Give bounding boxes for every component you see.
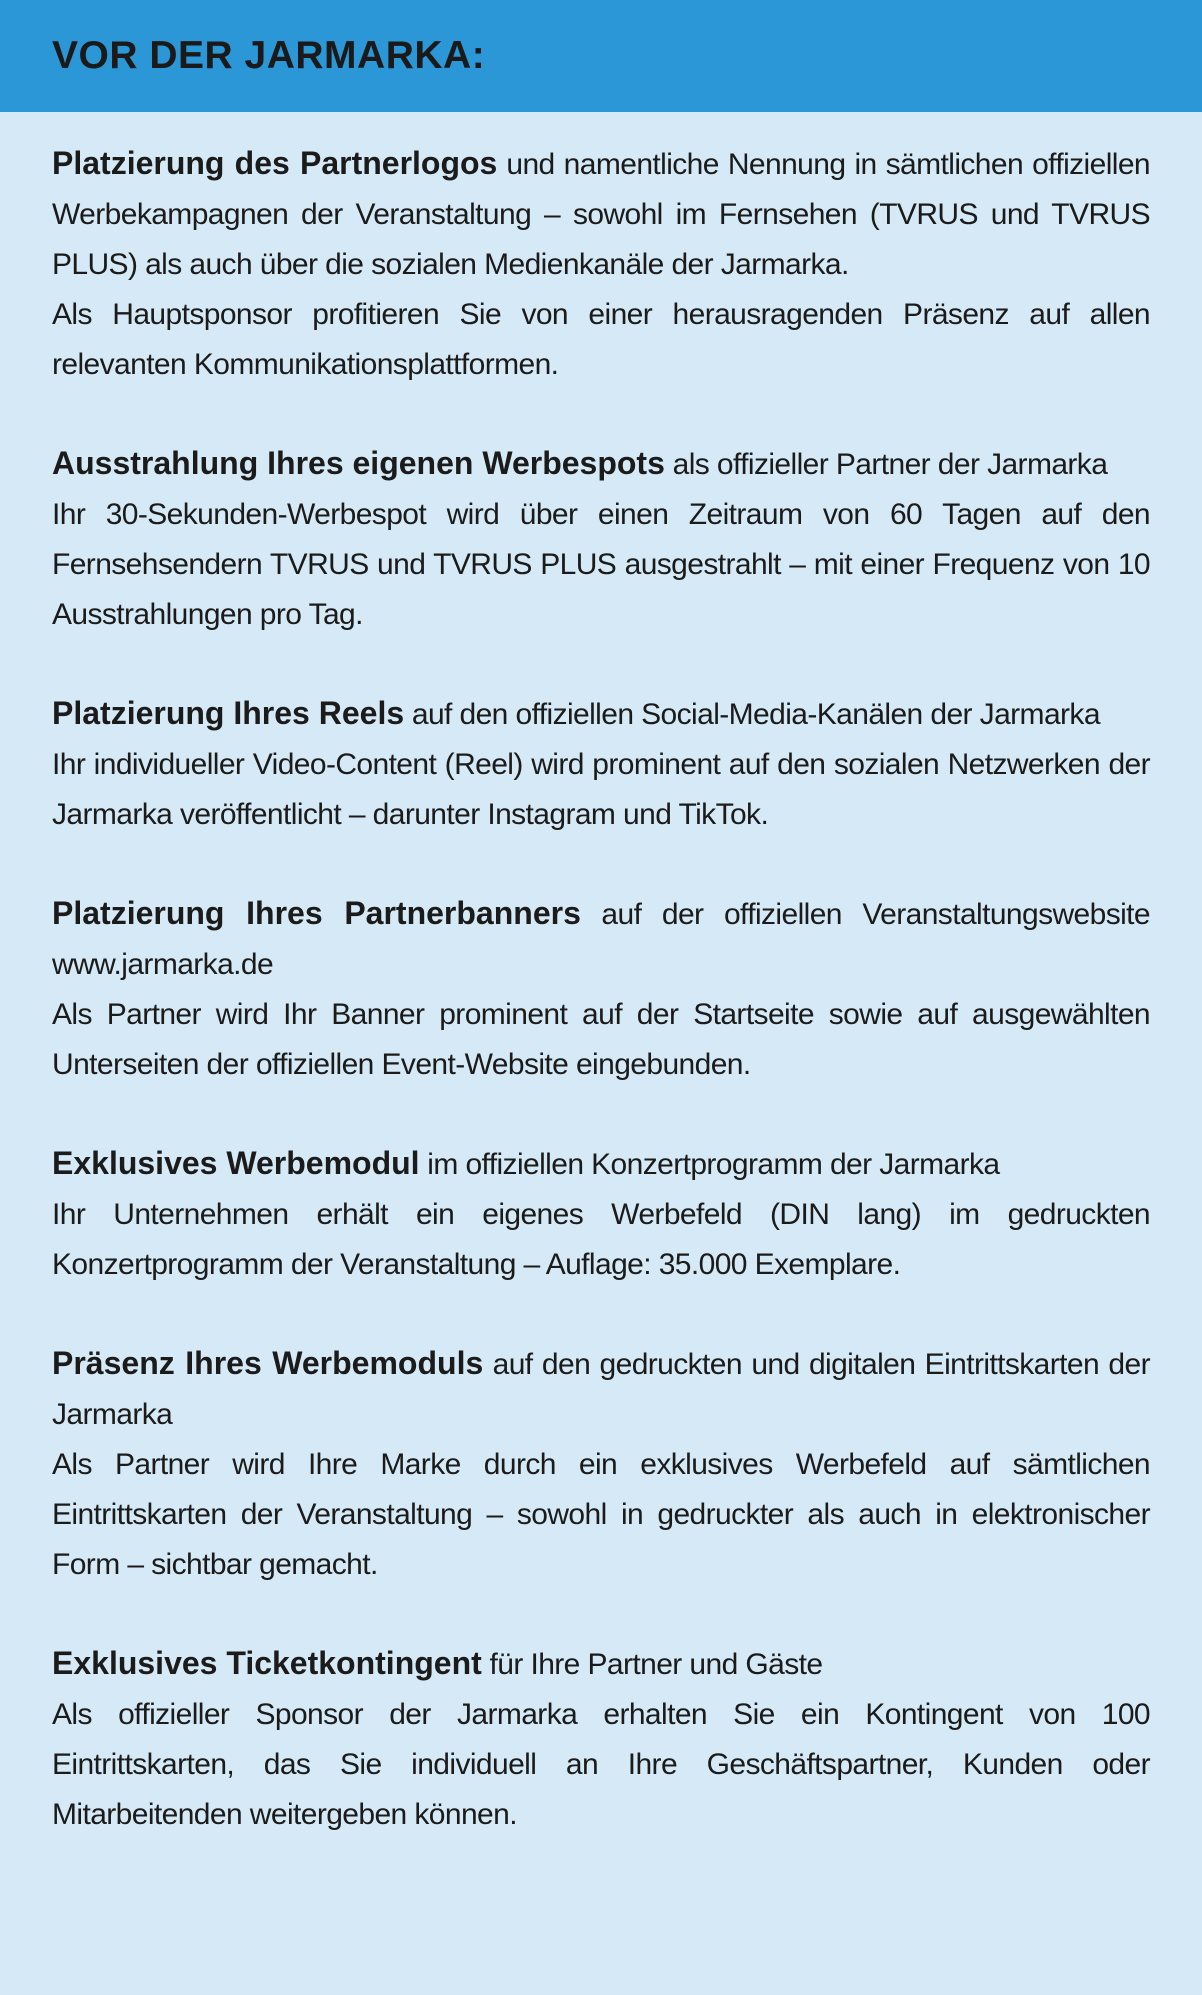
section-body: Als offizieller Sponsor der Jarmarka erhalten Sie ein Kontingent von 100 Eintrittskarten, das Sie individuell an Ihre Geschäftspartner, Kunden oder Mitarbeitenden weitergeben können. <box>52 1698 1150 1831</box>
header-bar <box>0 0 1202 112</box>
section-body: Als Partner wird Ihre Marke durch ein exklusives Werbefeld auf sämtlichen Eintrittskarten der Veranstaltung – sowohl in gedruckter als auch in elektronischer Form – sichtbar gemacht. <box>52 1448 1150 1581</box>
page-title: VOR DER JARMARKA: <box>52 34 486 77</box>
benefit-section <box>52 688 1150 840</box>
section-lead-rest: auf der offiziellen Veranstaltungswebsite www.jarmarka.de <box>52 898 1151 981</box>
section-body: Als Hauptsponsor profitieren Sie von einer herausragenden Präsenz auf allen relevanten Kommunikationsplattformen. <box>52 298 1150 381</box>
benefit-section <box>52 438 1150 640</box>
section-lead-rest: und namentliche Nennung in sämtlichen offiziellen Werbekampagnen der Veranstaltung – sowohl im Fernsehen (TVRUS und TVRUS PLUS) als auch über die sozialen Medienkanäle der Jarmarka. <box>52 148 1150 281</box>
section-heading-line <box>52 688 1150 740</box>
benefit-section <box>52 888 1150 1090</box>
content <box>0 112 1202 1840</box>
section-body: Ihr 30-Sekunden-Werbespot wird über einen Zeitraum von 60 Tagen auf den Fernsehsendern TVRUS und TVRUS PLUS ausgestrahlt – mit einer Frequenz von 10 Ausstrahlungen pro Tag. <box>52 498 1150 631</box>
section-body: Als Partner wird Ihr Banner prominent auf der Startseite sowie auf ausgewählten Unterseiten der offiziellen Event-Website eingebunden. <box>52 998 1150 1081</box>
section-lead: Platzierung Ihres Partnerbanners <box>52 895 581 931</box>
benefit-section <box>52 138 1150 390</box>
section-body: Ihr Unternehmen erhält ein eigenes Werbefeld (DIN lang) im gedruckten Konzertprogramm der Veranstaltung – Auflage: 35.000 Exemplare. <box>52 1198 1150 1281</box>
section-heading-line <box>52 1638 1150 1690</box>
section-heading-line <box>52 138 1150 290</box>
section-lead: Exklusives Ticketkontingent <box>52 1645 482 1681</box>
benefit-section <box>52 1638 1150 1840</box>
section-heading-line <box>52 438 1150 490</box>
section-lead: Präsenz Ihres Werbemoduls <box>52 1345 484 1381</box>
section-lead: Platzierung Ihres Reels <box>52 695 405 731</box>
section-lead-rest: auf den offiziellen Social-Media-Kanälen der Jarmarka <box>404 698 1100 731</box>
benefit-section <box>52 1138 1150 1290</box>
section-lead: Platzierung des Partnerlogos <box>52 145 498 181</box>
section-lead: Exklusives Werbemodul <box>52 1145 420 1181</box>
section-body: Ihr individueller Video-Content (Reel) wird prominent auf den sozialen Netzwerken der Jarmarka veröffentlicht – darunter Instagram und TikTok. <box>52 748 1150 831</box>
section-lead-rest: auf den gedruckten und digitalen Eintrittskarten der Jarmarka <box>52 1348 1150 1431</box>
section-heading-line <box>52 1338 1150 1440</box>
section-lead-rest: als offizieller Partner der Jarmarka <box>664 448 1108 481</box>
benefit-section <box>52 1338 1150 1590</box>
section-lead-rest: für Ihre Partner und Gäste <box>481 1648 823 1681</box>
section-heading-line <box>52 1138 1150 1190</box>
section-heading-line <box>52 888 1150 990</box>
section-lead-rest: im offiziellen Konzertprogramm der Jarmarka <box>419 1148 1000 1181</box>
section-lead: Ausstrahlung Ihres eigenen Werbespots <box>52 445 665 481</box>
